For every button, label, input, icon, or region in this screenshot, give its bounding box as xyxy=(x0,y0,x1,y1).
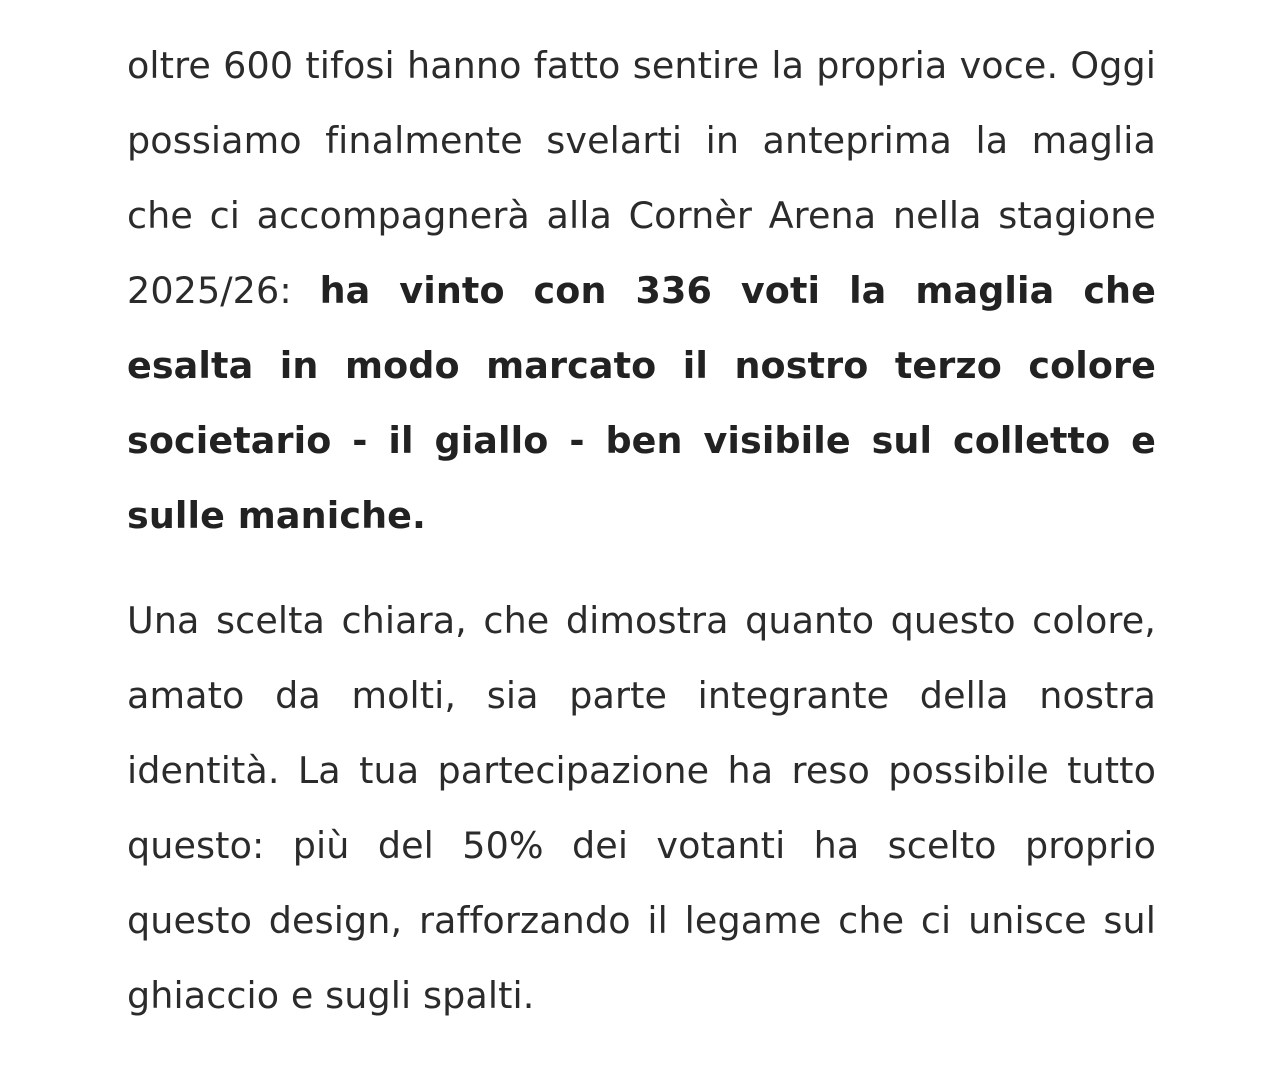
article-paragraph xyxy=(127,583,1156,1033)
article-body xyxy=(127,28,1156,1033)
paragraph-text: oltre 600 tifosi hanno fatto sentire la propria voce. Oggi possiamo finalmente svelarti in anteprima la maglia che ci accompagnerà alla Cornèr Arena nella stagione 2025/26: xyxy=(127,44,1156,312)
paragraph-text: Una scelta chiara, che dimostra quanto questo colore, amato da molti, sia parte integrante della nostra identità. La tua partecipazione ha reso possibile tutto questo: più del 50% dei votanti ha scelto proprio questo design, rafforzando il legame che ci unisce sul ghiaccio e sugli spalti. xyxy=(127,599,1156,1017)
article-paragraph xyxy=(127,28,1156,553)
paragraph-bold-text: ha vinto con 336 voti la maglia che esalta in modo marcato il nostro terzo colore societario - il giallo - ben visibile sul colletto e sulle maniche. xyxy=(127,269,1156,537)
